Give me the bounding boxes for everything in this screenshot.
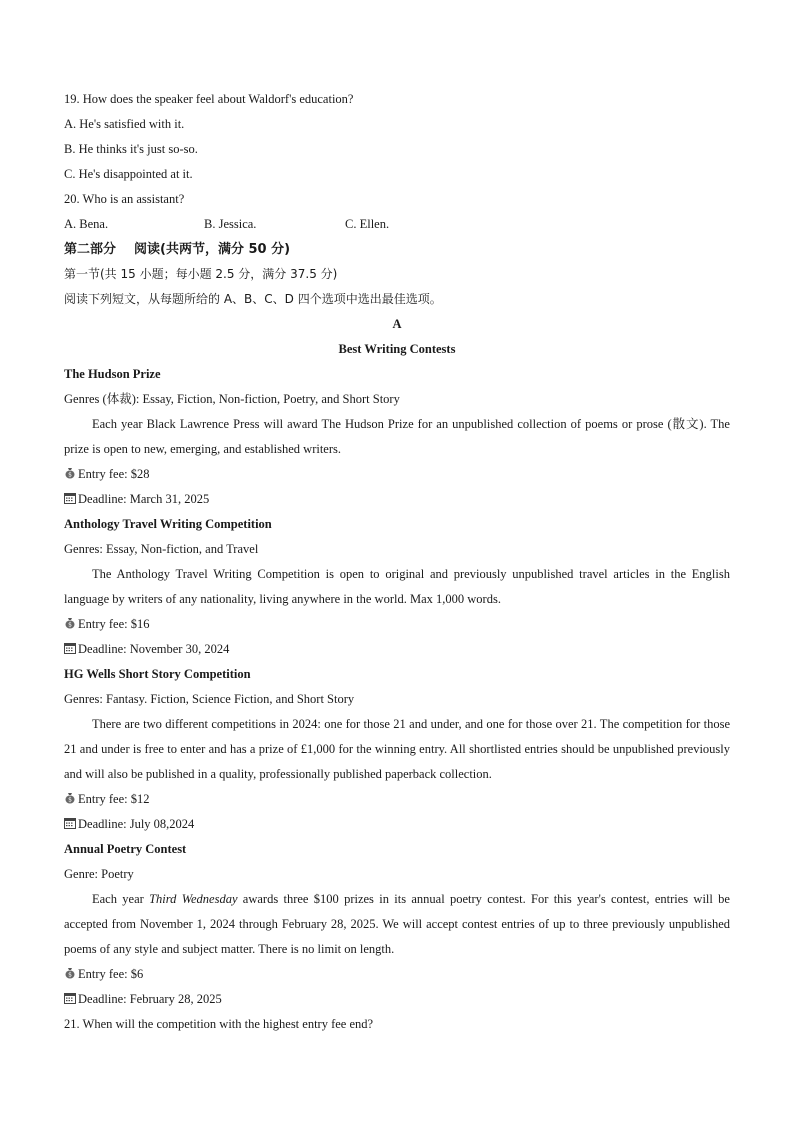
calendar-icon <box>64 492 76 504</box>
contest-deadline: Deadline: March 31, 2025 <box>64 487 730 512</box>
money-bag-icon <box>64 792 76 804</box>
svg-text:$: $ <box>68 796 72 804</box>
passage-title: Best Writing Contests <box>338 342 456 356</box>
document-page <box>64 87 730 1037</box>
part-two-heading <box>64 237 730 262</box>
contest-genres: Genres (体裁): Essay, Fiction, Non-fiction, Poetry, and Short Story <box>64 392 400 406</box>
part-title: 第二部分 <box>64 242 117 257</box>
contest-entry-fee: $ Entry fee: $28 <box>64 462 730 487</box>
money-bag-icon <box>64 617 76 629</box>
question-19-option-a: A. He's satisfied with it. <box>64 117 185 131</box>
passage-letter: A <box>392 317 402 331</box>
svg-text:$: $ <box>68 471 72 479</box>
contest-description: The Anthology Travel Writing Competition is open to original and previously unpublished travel articles in the English language by writers of any nationality, living anywhere in the world. Max 1,000 words. <box>64 567 730 606</box>
question-20-option-c: C. Ellen. <box>345 217 390 231</box>
question-19-option-c: C. He's disappointed at it. <box>64 167 193 181</box>
contest-entry-fee: $ Entry fee: $16 <box>64 612 730 637</box>
calendar-icon <box>64 642 76 654</box>
contest-genres: Genres: Fantasy. Fiction, Science Fiction, and Short Story <box>64 692 355 706</box>
part-subtitle: 阅读(共两节，满分 50 分) <box>134 242 291 257</box>
contest-deadline: Deadline: February 28, 2025 <box>64 987 730 1012</box>
calendar-icon <box>64 817 76 829</box>
question-19-option-b: B. He thinks it's just so-so. <box>64 142 198 156</box>
reading-instructions: 阅读下列短文，从每题所给的 A、B、C、D 四个选项中选出最佳选项。 <box>64 292 442 306</box>
contest-name: The Hudson Prize <box>64 367 161 381</box>
contest-name: HG Wells Short Story Competition <box>64 667 251 681</box>
svg-text:$: $ <box>68 621 72 629</box>
contest-deadline: Deadline: July 08,2024 <box>64 812 730 837</box>
question-19-stem: 19. How does the speaker feel about Waldorf's education? <box>64 92 354 106</box>
question-20-options <box>64 212 730 237</box>
contest-entry-fee: $ Entry fee: $6 <box>64 962 730 987</box>
money-bag-icon <box>64 467 76 479</box>
contest-genres: Genre: Poetry <box>64 867 134 881</box>
contest-entry-fee: $ Entry fee: $12 <box>64 787 730 812</box>
contest-description: There are two different competitions in 2024: one for those 21 and under, and one for those over 21. The competition for those 21 and under is free to enter and has a prize of £1,000 for the winning entry. All shortlisted entries should be unpublished previously and will also be published in a quality, professionally published paperback collection. <box>64 717 730 781</box>
contest-description: Each year Black Lawrence Press will award The Hudson Prize for an unpublished collection of poems or prose (散文). The prize is open to new, emerging, and established writers. <box>64 417 730 456</box>
question-21-stem: 21. When will the competition with the highest entry fee end? <box>64 1017 374 1031</box>
question-20-stem: 20. Who is an assistant? <box>64 192 185 206</box>
calendar-icon <box>64 992 76 1004</box>
question-20-option-b: B. Jessica. <box>204 217 257 231</box>
section-one-heading: 第一节(共 15 小题；每小题 2.5 分，满分 37.5 分) <box>64 267 338 281</box>
money-bag-icon <box>64 967 76 979</box>
svg-text:$: $ <box>68 971 72 979</box>
contest-name: Annual Poetry Contest <box>64 842 187 856</box>
question-20-option-a: A. Bena. <box>64 217 109 231</box>
contest-deadline: Deadline: November 30, 2024 <box>64 637 730 662</box>
contest-genres: Genres: Essay, Non-fiction, and Travel <box>64 542 259 556</box>
contest-name: Anthology Travel Writing Competition <box>64 517 272 531</box>
contest-description: Each year Third Wednesday awards three $100 prizes in its annual poetry contest. For this year's contest, entries will be accepted from November 1, 2024 through February 28, 2025. We will accept contest entries of up to three previously unpublished poems of any style and subject matter. There is no limit on length. <box>64 892 730 956</box>
magazine-name: Third Wednesday <box>149 892 238 906</box>
